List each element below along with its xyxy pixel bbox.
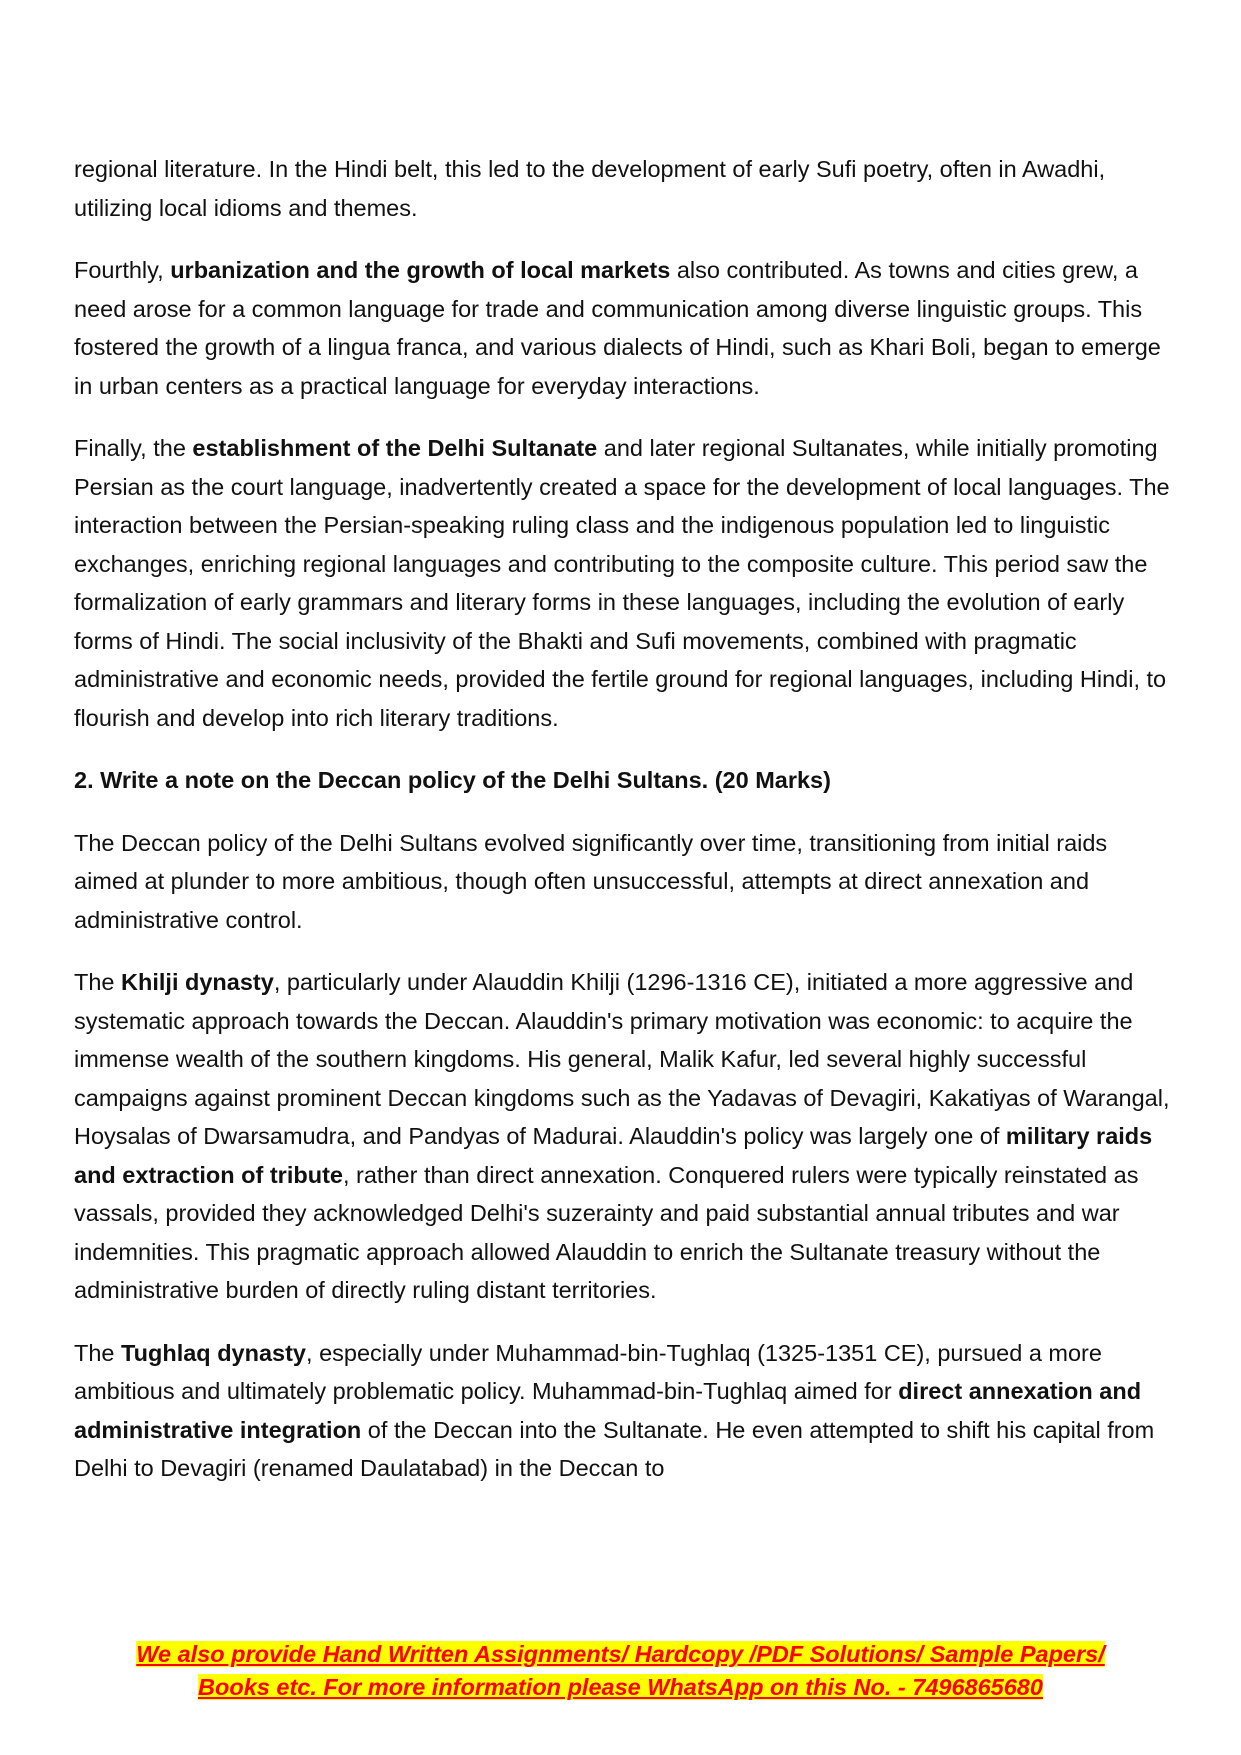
paragraph-text: The Deccan policy of the Delhi Sultans evolved significantly over time, transitioning from initial raids aimed at plunder to more ambitious, though often unsuccessful, attempts at direct annexation and administrative control. (74, 829, 1108, 933)
promo-footer (0, 1638, 1241, 1704)
promo-line-1 (0, 1638, 1241, 1671)
promo-text: We also provide Hand Written Assignments/ Hardcopy /PDF Solutions/ Sample Papers/ (136, 1641, 1105, 1667)
paragraph-text: and later regional Sultanates, while initially promoting Persian as the court language, inadvertently created a space for the development of local languages. The interaction between the Persian-speaking ruling class and the indigenous population led to linguistic exchanges, enriching regional languages and contributing to the composite culture. This period saw the formalization of early grammars and literary forms in these languages, including the evolution of early forms of Hindi. The social inclusivity of the Bhakti and Sufi movements, combined with pragmatic administrative and economic needs, provided the fertile ground for regional languages, including Hindi, to flourish and develop into rich literary traditions. (74, 435, 1170, 731)
question-heading: 2. Write a note on the Deccan policy of the Delhi Sultans. (20 Marks) (74, 767, 831, 793)
paragraph-text: regional literature. In the Hindi belt, this led to the development of early Sufi poetry, often in Awadhi, utilizing local idioms and themes. (74, 156, 1106, 221)
paragraph-tughlaq (74, 1334, 1174, 1488)
paragraph-delhi-sultanate (74, 429, 1174, 737)
paragraph-text: Finally, the (74, 435, 193, 461)
paragraph-deccan-intro (74, 824, 1174, 940)
paragraph-text: The (74, 969, 122, 995)
bold-term-urbanization: urbanization and the growth of local markets (170, 257, 671, 283)
promo-line-2 (0, 1671, 1241, 1704)
paragraph-text: of the Deccan into the Sultanate. He even attempted to shift his capital from Delhi to Devagiri (renamed Daulatabad) in the Deccan to (74, 1416, 1155, 1481)
paragraph-text: Fourthly, (74, 257, 171, 283)
paragraph-text: , rather than direct annexation. Conquered rulers were typically reinstated as vassals, provided they acknowledged Delhi's suzerainty and paid substantial annual tributes and war indemnities. This pragmatic approach allowed Alauddin to enrich the Sultanate treasury without the administrative burden of directly ruling distant territories. (74, 1161, 1139, 1303)
bold-term-delhi-sultanate: establishment of the Delhi Sultanate (192, 435, 598, 461)
bold-term-direct-annexation: direct annexation and administrative integration (74, 1378, 1142, 1443)
document-body (74, 150, 1174, 1512)
paragraph-text: also contributed. As towns and cities grew, a need arose for a common language for trade and communication among diverse linguistic groups. This fostered the growth of a lingua franca, and various dialects of Hindi, such as Khari Boli, began to emerge in urban centers as a practical language for everyday interactions. (74, 257, 1161, 399)
paragraph-urbanization (74, 251, 1174, 405)
bold-term-tughlaq-dynasty: Tughlaq dynasty (121, 1339, 307, 1366)
bold-term-military-raids: military raids and extraction of tribute (74, 1123, 1153, 1188)
promo-text: Books etc. For more information please WhatsApp on this No. - 7496865680 (198, 1674, 1043, 1700)
paragraph-text: , especially under Muhammad-bin-Tughlaq (1325-1351 CE), pursued a more ambitious and ultimately problematic policy. Muhammad-bin-Tughlaq aimed for (74, 1339, 1102, 1404)
paragraph-text: The (74, 1339, 122, 1366)
paragraph-regional-literature (74, 150, 1174, 227)
paragraph-khilji (74, 963, 1174, 1310)
bold-term-khilji-dynasty: Khilji dynasty (121, 969, 274, 995)
paragraph-text: , particularly under Alauddin Khilji (1296-1316 CE), initiated a more aggressive and systematic approach towards the Deccan. Alauddin's primary motivation was economic: to acquire the immense wealth of the southern kingdoms. His general, Malik Kafur, led several highly successful campaigns against prominent Deccan kingdoms such as the Yadavas of Devagiri, Kakatiyas of Warangal, Hoysalas of Dwarsamudra, and Pandyas of Madurai. Alauddin's policy was largely one of (74, 969, 1170, 1149)
